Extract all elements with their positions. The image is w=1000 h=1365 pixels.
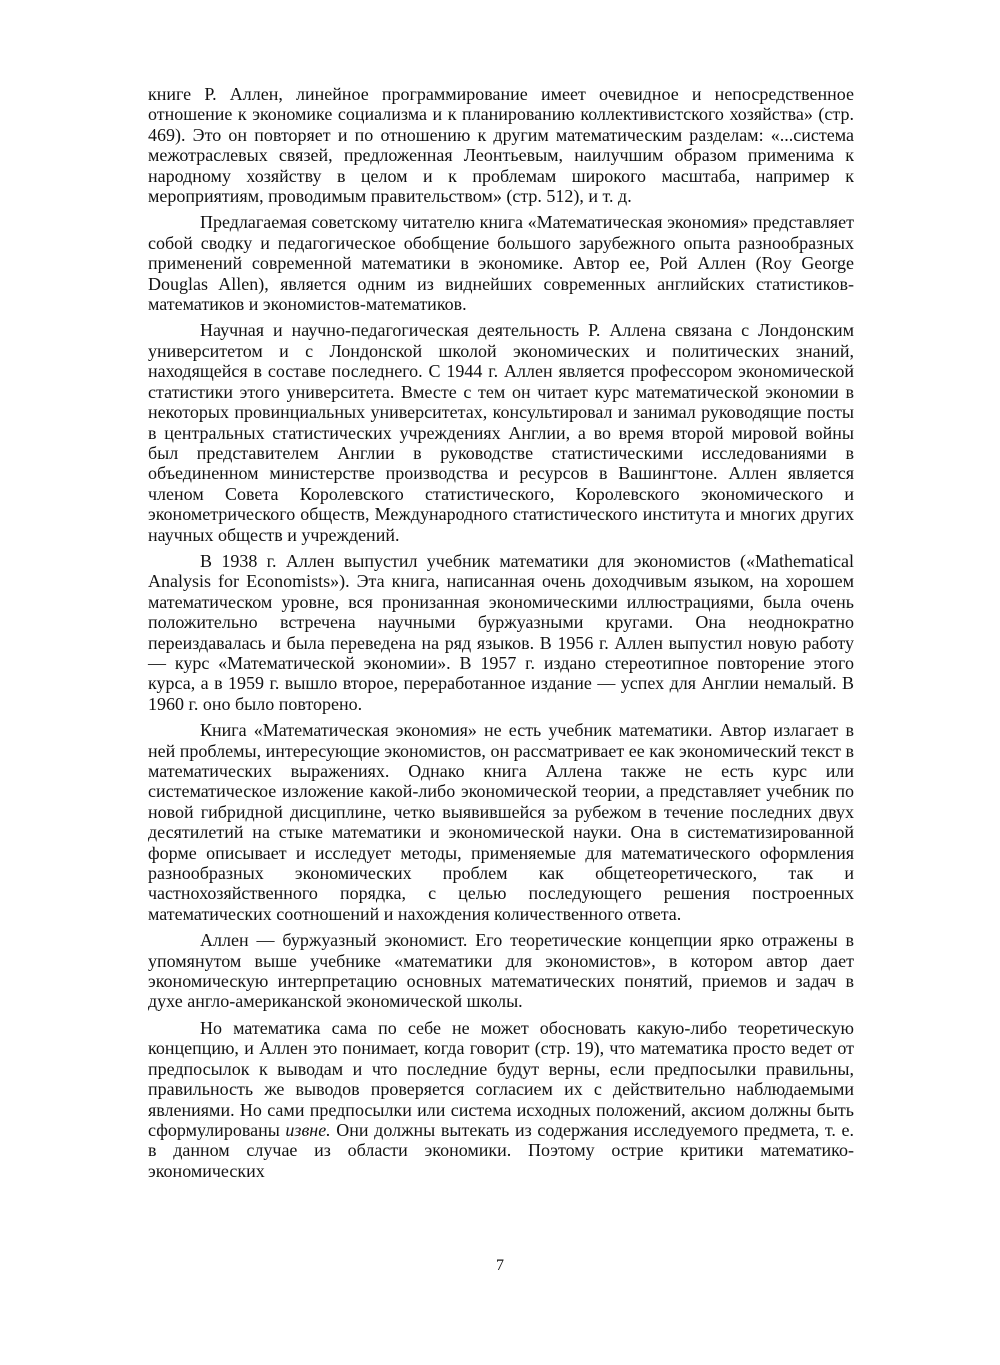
paragraph-7-emphasis: извне. [285,1119,331,1140]
paragraph-7-text-before: Но математика сама по себе не может обосновать какую-либо теоретическую концепцию, и Аллен это понимает, когда говорит (стр. 19), что математика просто ведет от предпосылок к выводам и что последние будут верны, если предпосылки правильны, правильность же выводов проверяется согласием их с действительно наблюдаемыми явлениями. Но сами предпосылки или система исходных положений, аксиом должны быть сформулированы [148,1017,854,1140]
paragraph-4: В 1938 г. Аллен выпустил учебник математики для экономистов («Mathematical Analysis for Economists»). Эта книга, написанная очень доходчивым языком, на хорошем математическом уровне, вся пронизанная экономическими иллюстрациями, была очень положительно встречена научными буржуазными кругами. Она неоднократно переиздавалась и была переведена на ряд языков. В 1956 г. Аллен выпустил новую работу — курс «Математической экономии». В 1957 г. издано стереотипное повторение этого курса, а в 1959 г. вышло второе, переработанное издание — успех для Англии немалый. В 1960 г. оно было повторено. [148,550,854,714]
paragraph-7 [148,1018,854,1181]
paragraph-1: книге Р. Аллен, линейное программирование имеет очевидное и непосредственное отношение к экономике социализма и к планированию коллективистского хозяйства» (стр. 469). Это он повторяет и по отношению к другим математическим разделам: «...система межотраслевых связей, предложенная Леонтьевым, наилучшим образом применима к народному хозяйству в целом и к проблемам широкого масштаба, например к мероприятиям, проводимым правительством» (стр. 512), и т. д. [148,84,854,207]
paragraph-5: Книга «Математическая экономия» не есть учебник математики. Автор излагает в ней проблемы, интересующие экономистов, он рассматривает ее как экономический текст в математических выражениях. Однако книга Аллена также не есть курс или систематическое изложение какой-либо экономической теории, а представляет учебник по новой гибридной дисциплине, четко выявившейся за рубежом в течение последних двух десятилетий на стыке математики и экономической науки. Она в систематизированной форме описывает и исследует методы, применяемые для математического оформления разнообразных экономических проблем как общетеоретического, так и частнохозяйственного порядка, с целью последующего решения построенных математических соотношений и нахождения количественного ответа. [148,720,854,924]
paragraph-7-text-after: Они должны вытекать из содержания исследуемого предмета, т. е. в данном случае из области экономики. Поэтому острие критики математико-экономических [148,1119,855,1181]
paragraph-2: Предлагаемая советскому читателю книга «Математическая экономия» представляет собой сводку и педагогическое обобщение большого зарубежного опыта разнообразных применений современной математики в экономике. Автор ее, Рой Аллен (Roy George Douglas Allen), является одним из виднейших современных английских статистиков-математиков и экономистов-математиков. [148,212,854,315]
page-body [148,84,854,1187]
page-number: 7 [496,1257,504,1274]
paragraph-6: Аллен — буржуазный экономист. Его теоретические концепции ярко отражены в упомянутом выше учебнике «математики для экономистов», в котором автор дает экономическую интерпретацию основных математических понятий, приемов и задач в духе англо-американской экономической школы. [148,930,854,1012]
paragraph-3: Научная и научно-педагогическая деятельность Р. Аллена связана с Лондонским университетом и с Лондонской школой экономических и политических знаний, находящейся в составе последнего. С 1944 г. Аллен является профессором экономической статистики этого университета. Вместе с тем он читает курс математической экономии в некоторых провинциальных университетах, консультировал и занимал руководящие посты в центральных статистических учреждениях Англии, а во время второй мировой войны был представителем Англии в руководстве статистическими исследованиями в объединенном министерстве производства и ресурсов в Вашингтоне. Аллен является членом Совета Королевского статистического, Королевского экономического и эконометрического обществ, Международного статистического института и многих других научных обществ и учреждений. [148,320,854,545]
